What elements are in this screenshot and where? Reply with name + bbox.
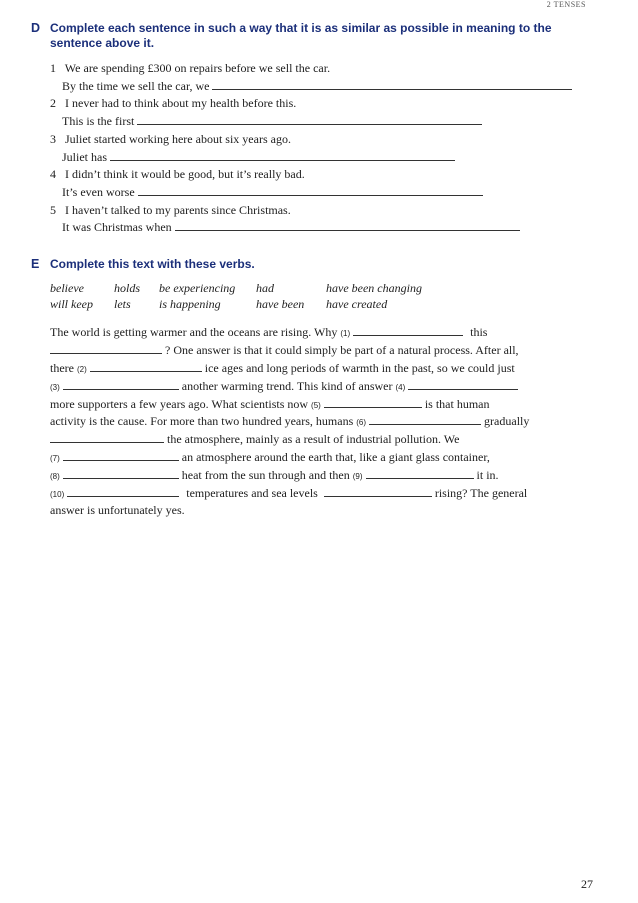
- text-fragment: more supporters a few years ago. What scientists now: [50, 397, 309, 411]
- verb-option: have been: [256, 297, 305, 311]
- running-head: 2 TENSES: [546, 0, 586, 9]
- text-fragment: heat from the sun through and then: [181, 468, 350, 482]
- gap-number: (7): [50, 454, 60, 463]
- exercise-d-prompt-5: [62, 220, 520, 234]
- item-sentence: I haven’t talked to my parents since Christmas.: [65, 203, 291, 217]
- item-number: 1: [50, 61, 56, 75]
- text-line: [50, 468, 499, 484]
- verb-option: believe: [50, 281, 84, 295]
- text-fragment: ice ages and long periods of warmth in the past, so we could just: [204, 361, 515, 375]
- item-sentence: I never had to think about my health before this.: [65, 96, 297, 110]
- item-prompt: Juliet has: [62, 150, 107, 164]
- verb-option: have created: [326, 297, 388, 311]
- gap-blank[interactable]: [369, 414, 481, 425]
- gap-number: (9): [352, 472, 363, 481]
- gap-blank[interactable]: [90, 361, 202, 372]
- answer-blank[interactable]: [212, 79, 572, 90]
- item-prompt: This is the first: [62, 114, 135, 128]
- item-sentence: We are spending £300 on repairs before we sell the car.: [64, 61, 331, 75]
- exercise-d-item-5: [50, 203, 291, 217]
- text-fragment: answer is unfortunately yes.: [50, 503, 185, 517]
- exercise-d-item-1: [50, 61, 330, 75]
- gap-blank[interactable]: [50, 343, 162, 354]
- verb-option: have been changing: [326, 281, 422, 295]
- answer-blank[interactable]: [175, 220, 520, 231]
- text-fragment: the atmosphere, mainly as a result of industrial pollution. We: [167, 432, 460, 446]
- item-sentence: Juliet started working here about six years ago.: [65, 132, 291, 146]
- text-line: [50, 503, 185, 517]
- gap-number: (3): [50, 383, 60, 392]
- gap-number: (8): [50, 472, 60, 481]
- item-number: 5: [50, 203, 56, 217]
- exercise-d-prompt-3: [62, 150, 455, 164]
- verb-option: will keep: [50, 297, 93, 311]
- text-fragment: rising? The general: [434, 486, 528, 500]
- verb-option: had: [256, 281, 274, 295]
- text-fragment: it in.: [476, 468, 499, 482]
- gap-number: (5): [311, 401, 321, 410]
- item-number: 2: [50, 96, 56, 110]
- gap-blank[interactable]: [408, 379, 518, 390]
- gap-blank[interactable]: [63, 379, 179, 390]
- gap-blank[interactable]: [63, 468, 179, 479]
- exercise-d-prompt-2: [62, 114, 482, 128]
- exercise-d-prompt-4: [62, 185, 483, 199]
- text-line: [50, 450, 490, 466]
- text-line: [50, 432, 459, 446]
- text-fragment: activity is the cause. For more than two hundred years, humans: [50, 414, 354, 428]
- item-number: 4: [50, 167, 56, 181]
- section-d-letter: D: [31, 21, 41, 35]
- exercise-d-item-4: [50, 167, 305, 181]
- section-e-heading: Complete this text with these verbs.: [50, 257, 255, 271]
- gap-number: (4): [395, 383, 406, 392]
- text-line: [50, 361, 515, 377]
- text-fragment: this: [470, 325, 488, 339]
- gap-number: (10): [50, 490, 65, 499]
- item-prompt: It’s even worse: [62, 185, 135, 199]
- text-line: [50, 343, 519, 357]
- exercise-d-item-3: [50, 132, 291, 146]
- page-number: 27: [581, 877, 593, 891]
- answer-blank[interactable]: [138, 185, 483, 196]
- gap-blank[interactable]: [50, 432, 164, 443]
- text-fragment: is that human: [424, 397, 490, 411]
- answer-blank[interactable]: [110, 150, 455, 161]
- section-e-letter: E: [31, 257, 40, 271]
- section-d-heading: Complete each sentence in such a way that it is as similar as possible in meaning to the sentence above it.: [50, 21, 552, 50]
- verb-option: be experiencing: [159, 281, 236, 295]
- gap-blank[interactable]: [324, 486, 432, 497]
- text-fragment: The world is getting warmer and the oceans are rising. Why: [50, 325, 338, 339]
- text-line: [50, 379, 518, 395]
- item-number: 3: [50, 132, 56, 146]
- item-prompt: By the time we sell the car, we: [62, 79, 210, 93]
- text-line: [50, 414, 529, 430]
- gap-number: (6): [356, 418, 367, 427]
- verb-option: is happening: [159, 297, 221, 311]
- gap-blank[interactable]: [353, 325, 463, 336]
- item-prompt: It was Christmas when: [62, 220, 172, 234]
- text-line: [50, 486, 527, 502]
- gap-blank[interactable]: [63, 450, 179, 461]
- gap-blank[interactable]: [67, 486, 179, 497]
- exercise-d-item-2: [50, 96, 296, 110]
- gap-blank[interactable]: [366, 468, 474, 479]
- gap-number: (1): [340, 329, 351, 338]
- gap-number: (2): [76, 365, 87, 374]
- answer-blank[interactable]: [137, 114, 482, 125]
- text-fragment: gradually: [484, 414, 530, 428]
- text-fragment: another warming trend. This kind of answer: [181, 379, 393, 393]
- text-fragment: temperatures and sea levels: [186, 486, 318, 500]
- gap-blank[interactable]: [324, 397, 422, 408]
- exercise-d-prompt-1: [62, 79, 572, 93]
- verb-option: lets: [114, 297, 131, 311]
- verb-option: holds: [114, 281, 141, 295]
- text-fragment: an atmosphere around the earth that, like a giant glass container,: [181, 450, 490, 464]
- text-line: [50, 325, 487, 341]
- text-fragment: ? One answer is that it could simply be part of a natural process. After all,: [165, 343, 519, 357]
- text-line: [50, 397, 490, 413]
- text-fragment: there: [50, 361, 74, 375]
- item-sentence: I didn’t think it would be good, but it’s really bad.: [65, 167, 305, 181]
